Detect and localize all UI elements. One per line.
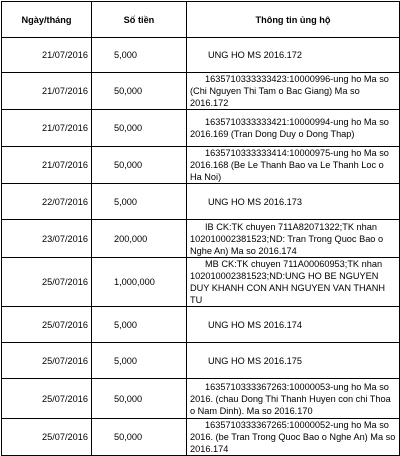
- row-info-text: 1635710333333421:10000994-ung ho Ma so 2016.169 (Tran Dong Duy o Dong Thap): [190, 117, 389, 139]
- row-date: 25/07/2016: [2, 307, 92, 343]
- row-date: 21/07/2016: [2, 38, 92, 73]
- table-row: [2, 379, 400, 419]
- row-info: [187, 38, 400, 73]
- row-amount: 50,000: [92, 110, 187, 147]
- row-date: 21/07/2016: [2, 110, 92, 147]
- table-body: [2, 38, 400, 456]
- row-amount: 50,000: [92, 379, 187, 419]
- row-date: 23/07/2016: [2, 220, 92, 258]
- row-info: [187, 379, 400, 419]
- row-amount: 50,000: [92, 73, 187, 110]
- header-amount: Số tiền: [92, 2, 187, 38]
- table-row: [2, 343, 400, 379]
- row-info-text: UNG HO MS 2016.173: [208, 196, 302, 207]
- row-date: 21/07/2016: [2, 147, 92, 184]
- row-info: [187, 419, 400, 456]
- table-row: [2, 419, 400, 456]
- row-date: 21/07/2016: [2, 73, 92, 110]
- row-info-text: UNG HO MS 2016.175: [208, 355, 302, 366]
- row-date: 25/07/2016: [2, 343, 92, 379]
- row-amount: 50,000: [92, 147, 187, 184]
- row-info: [187, 184, 400, 220]
- header-date: Ngày/tháng: [2, 2, 92, 38]
- row-amount: 200,000: [92, 220, 187, 258]
- row-info-text: UNG HO MS 2016.172: [208, 50, 302, 60]
- row-amount: 50,000: [92, 419, 187, 456]
- row-amount: 5,000: [92, 38, 187, 73]
- header-info: Thông tin ủng hộ: [187, 2, 400, 38]
- row-info: [187, 258, 400, 307]
- row-amount: 1,000,000: [92, 258, 187, 307]
- row-info-text: 1635710333367265:10000052-ung ho Ma so 2016. (be Tran Trong Quoc Bao o Nghe An) Ma so 2016.174: [190, 420, 396, 454]
- row-info: [187, 307, 400, 343]
- row-date: 25/07/2016: [2, 419, 92, 456]
- row-date: 25/07/2016: [2, 379, 92, 419]
- row-info-text: UNG HO MS 2016.174: [208, 319, 302, 330]
- row-date: 22/07/2016: [2, 184, 92, 220]
- row-info: [187, 343, 400, 379]
- row-info-text: IB CK:TK chuyen 711A82071322;TK nhan 102010002381523;ND: Tran Trong Quoc Bao o Nghe An) Ma so 2016.174: [190, 221, 384, 256]
- table-row: [2, 73, 400, 110]
- row-info: [187, 147, 400, 184]
- table-row: [2, 110, 400, 147]
- row-info: [187, 110, 400, 147]
- row-info: [187, 220, 400, 258]
- table-row: [2, 184, 400, 220]
- row-info-text: 1635710333333414:10000975-ung ho Ma so 2016.168 (Be Le Thanh Bao va Le Thanh Loc o Ha Noi): [190, 148, 389, 182]
- row-amount: 5,000: [92, 307, 187, 343]
- table-row: [2, 220, 400, 258]
- table-row: [2, 307, 400, 343]
- row-amount: 5,000: [92, 343, 187, 379]
- header-row: [2, 2, 400, 38]
- row-info-text: 1635710333367263:10000053-ung ho Ma so 2016. (chau Dong Thi Thanh Huyen con chi Thoa o Nam Dinh). Ma so 2016.170: [190, 381, 391, 416]
- row-info-text: MB CK:TK chuyen 711A00060953;TK nhan 102010002381523;ND:UNG HO BE NGUYEN DUY KHANH CON ANH NGUYEN VAN THANH TU: [190, 259, 386, 305]
- table-row: [2, 38, 400, 73]
- table-row: [2, 258, 400, 307]
- row-info: [187, 73, 400, 110]
- table-row: [2, 147, 400, 184]
- row-amount: 5,000: [92, 184, 187, 220]
- row-date: 25/07/2016: [2, 258, 92, 307]
- row-info-text: 1635710333333423:10000996-ung ho Ma so (Chi Nguyen Thi Tam o Bac Giang) Ma so 2016.172: [190, 74, 389, 108]
- donation-table: [1, 1, 400, 456]
